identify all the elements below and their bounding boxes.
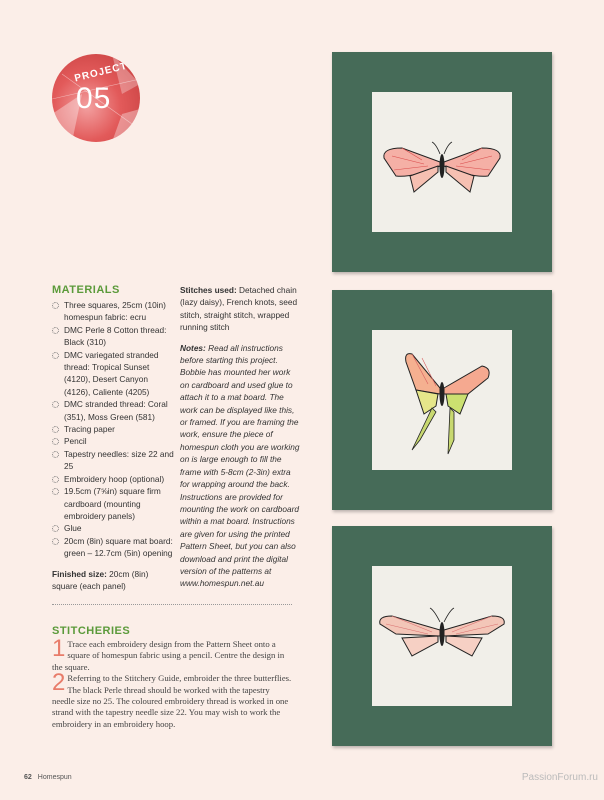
step-number: 1 — [52, 635, 66, 662]
page-number: 62 — [24, 774, 32, 781]
materials-section — [52, 284, 176, 592]
section-divider — [52, 604, 292, 605]
bullet-icon — [52, 525, 59, 532]
stitches-used-text: Detached chain (lazy daisy), French knots, seed stitch, straight stitch, wrapped running stitch — [180, 285, 298, 333]
material-text: Three squares, 25cm (10in) homespun fabric: ecru — [64, 300, 166, 323]
stitcheries-section — [52, 625, 292, 730]
butterfly-2-embroidery — [332, 290, 552, 510]
list-item — [52, 522, 176, 534]
material-text: Tapestry needles: size 22 and 25 — [64, 448, 174, 472]
stitcheries-heading: STITCHERIES — [52, 625, 131, 637]
materials-heading: MATERIALS — [52, 284, 120, 296]
page-footer — [24, 774, 72, 781]
bullet-icon — [52, 451, 59, 458]
butterfly-3-embroidery — [332, 526, 552, 746]
butterfly-1-embroidery — [332, 52, 552, 272]
step-text: Trace each embroidery design from the Pattern Sheet onto a square of homespun fabric using a pencil. Centre the design in the square. — [52, 639, 285, 672]
list-item — [52, 398, 176, 423]
bullet-icon — [52, 438, 59, 445]
material-text: DMC Perle 8 Cotton thread: Black (310) — [64, 324, 167, 348]
step-number: 2 — [52, 669, 66, 697]
bullet-icon — [52, 401, 59, 408]
material-text: Tracing paper — [64, 424, 115, 435]
bullet-icon — [52, 476, 59, 483]
badge-number: 05 — [76, 82, 112, 115]
list-item — [52, 448, 176, 473]
list-item — [52, 299, 176, 324]
notes — [180, 342, 300, 590]
material-text: 19.5cm (7⅝in) square firm cardboard (mounting embroidery panels) — [64, 486, 161, 521]
material-text: Glue — [64, 523, 82, 534]
list-item — [52, 423, 176, 435]
stitches-used-label: Stitches used: — [180, 285, 237, 295]
finished-size-label: Finished size: — [52, 568, 107, 579]
list-item — [52, 349, 176, 399]
stitch-notes-section — [180, 284, 300, 590]
material-text: DMC stranded thread: Coral (351), Moss Green (581) — [64, 399, 168, 422]
list-item — [52, 535, 176, 560]
list-item — [52, 485, 176, 522]
list-item — [52, 435, 176, 447]
bullet-icon — [52, 538, 59, 545]
material-text: Embroidery hoop (optional) — [64, 473, 165, 484]
bullet-icon — [52, 426, 59, 433]
butterfly-panel-2 — [332, 290, 552, 510]
stitches-used — [180, 284, 300, 334]
project-badge — [52, 54, 140, 142]
material-text: 20cm (8in) square mat board: green – 12.7cm (5in) opening — [64, 535, 173, 559]
bullet-icon — [52, 352, 59, 359]
list-item — [52, 324, 176, 349]
list-item — [52, 473, 176, 485]
material-text: Pencil — [64, 436, 87, 447]
butterfly-panel-1 — [332, 52, 552, 272]
notes-text: Read all instructions before starting this project. Bobbie has mounted her work on cardboard and used glue to attach it to a mat board. The work can be displayed like this, or framed. If you are framing the work, ensure the piece of homespun cloth you are working on is large enough to fill the frame with 5-8cm (2-3in) extra for wrapping around the back. Instructions are provided for mounting the work on cardboard within a mat board. Instructions are given for using the printed Pattern Sheet, but you can also download and print the digital version of the patterns at www.homespun.net.au — [180, 342, 300, 589]
butterfly-panel-3 — [332, 526, 552, 746]
bullet-icon — [52, 327, 59, 334]
badge-word: PROJECT — [73, 60, 129, 85]
materials-list — [52, 299, 176, 560]
magazine-name: Homespun — [37, 774, 72, 781]
bullet-icon — [52, 488, 59, 495]
step-2 — [52, 669, 292, 730]
notes-label: Notes: — [180, 342, 206, 353]
bullet-icon — [52, 302, 59, 309]
finished-size-text: 20cm (8in) square (each panel) — [52, 568, 149, 591]
watermark: PassionForum.ru — [521, 772, 598, 783]
finished-size — [52, 568, 176, 593]
step-1 — [52, 635, 292, 673]
step-text: Referring to the Stitchery Guide, embroider the three butterflies. The black Perle thread should be worked with the tapestry needle size no 25. The coloured embroidery thread is worked in one strand with the tapestry needle size 22. You may wish to work the embroidery in an embroidery hoop. — [52, 673, 292, 729]
material-text: DMC variegated stranded thread: Tropical Sunset (4120), Desert Canyon (4126), Caliente (4205) — [64, 349, 159, 397]
